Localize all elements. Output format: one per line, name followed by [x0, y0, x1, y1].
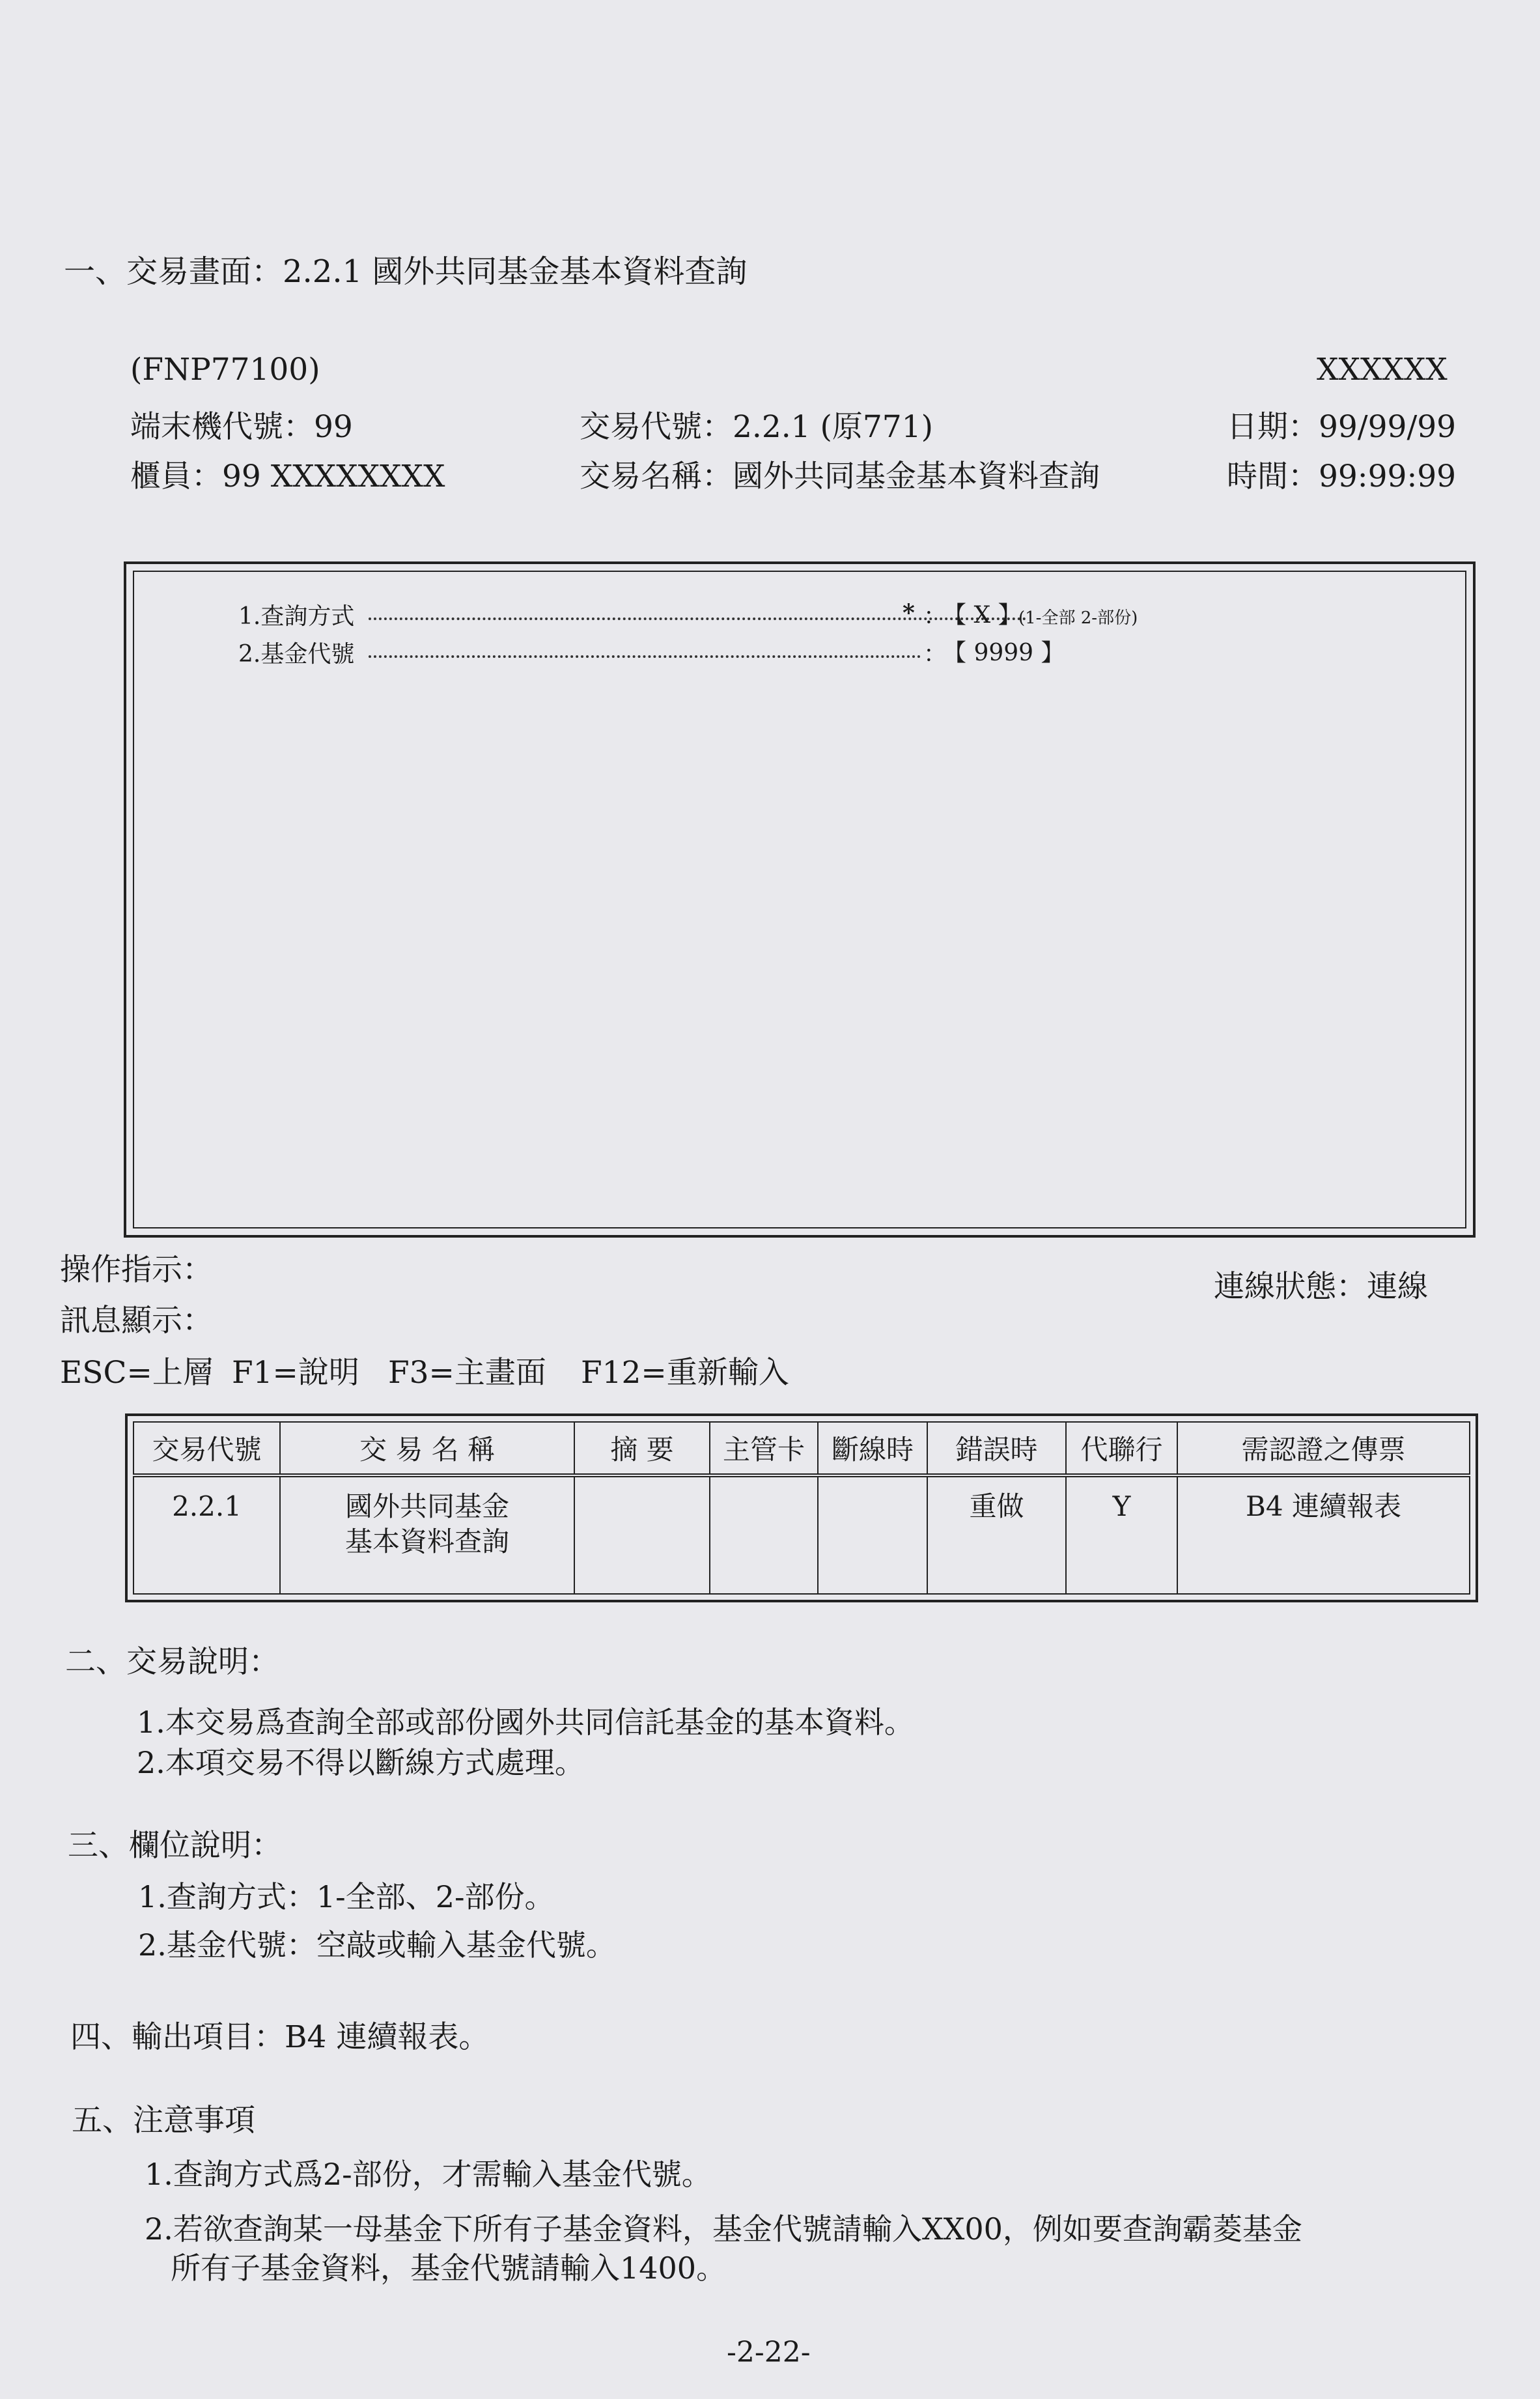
fund-code-label: 2.基金代號 [238, 641, 355, 668]
cell-offline [818, 1475, 927, 1594]
tx-name-line: 國外共同基金 [344, 1490, 509, 1522]
f3-key[interactable]: F3=主畫面 [388, 1355, 546, 1391]
header-vouchers: 需認證之傳票 [1177, 1422, 1470, 1475]
cell-vouchers: B4 連續報表 [1177, 1475, 1470, 1594]
time-display: 時間：99:99:99 [1227, 459, 1457, 494]
spec-table [125, 1413, 1478, 1602]
section-notes-title: 五、注意事項 [72, 2103, 255, 2138]
esc-key[interactable]: ESC=上層 [60, 1355, 214, 1391]
leader-dots [369, 655, 921, 658]
f12-key[interactable]: F12=重新輸入 [581, 1355, 789, 1391]
date-display: 日期：99/99/99 [1227, 409, 1457, 445]
teller-id: 櫃員：99 XXXXXXXX [130, 459, 445, 494]
section-tx-desc-title: 二、交易說明： [65, 1644, 279, 1680]
query-mode-label: 1.查詢方式 [238, 603, 355, 630]
program-code: (FNP77100) [130, 352, 320, 388]
field-desc-item: 2.基金代號：空敲或輸入基金代號。 [138, 1927, 616, 1963]
section-field-desc-title: 三、欄位說明： [68, 1828, 282, 1864]
colon: ： [923, 603, 947, 630]
header-on-error: 錯誤時 [927, 1422, 1066, 1475]
header-tx-code: 交易代號 [133, 1422, 280, 1475]
notes-item: 2.若欲查詢某一母基金下所有子基金資料，基金代號請輸入XX00，例如要查詢霸菱基金 [145, 2211, 1302, 2247]
required-mark: * [903, 599, 915, 627]
cell-on-error: 重做 [927, 1475, 1066, 1594]
colon: ： [923, 641, 947, 668]
fund-code-input[interactable]: 【 9999 】 [943, 640, 1065, 666]
header-summary: 摘 要 [574, 1422, 710, 1475]
transaction-name: 交易名稱：國外共同基金基本資料查詢 [580, 459, 1100, 494]
section-heading: 一、交易畫面：2.2.1 國外共同基金基本資料查詢 [64, 253, 748, 290]
terminal-screen [124, 561, 1476, 1238]
header-agent-bank: 代聯行 [1066, 1422, 1177, 1475]
page-number: -2-22- [727, 2336, 811, 2369]
cell-supervisor-card [710, 1475, 818, 1594]
header-offline: 斷線時 [818, 1422, 927, 1475]
connection-status: 連線狀態：連線 [1214, 1269, 1428, 1305]
field-desc-item: 1.查詢方式：1-全部、2-部份。 [138, 1879, 555, 1914]
notes-item: 1.查詢方式爲2-部份，才需輸入基金代號。 [145, 2157, 712, 2192]
query-mode-input[interactable]: 【 X 】 [943, 602, 1022, 629]
cell-tx-name [280, 1475, 574, 1594]
terminal-id: 端末機代號：99 [130, 409, 353, 445]
f1-key[interactable]: F1=說明 [232, 1355, 359, 1391]
cell-summary [574, 1475, 710, 1594]
cell-tx-code: 2.2.1 [133, 1475, 280, 1594]
top-right-code: XXXXXX [1317, 352, 1448, 388]
tx-desc-item: 2.本項交易不得以斷線方式處理。 [137, 1745, 585, 1780]
cell-agent-bank: Y [1066, 1475, 1177, 1594]
message-label: 訊息顯示： [60, 1303, 213, 1339]
tx-name-line: 基本資料查詢 [344, 1526, 509, 1557]
query-mode-hint: (1-全部 2-部份) [1018, 608, 1138, 628]
header-supervisor-card: 主管卡 [710, 1422, 818, 1475]
tx-desc-item: 1.本交易爲查詢全部或部份國外共同信託基金的基本資料。 [137, 1705, 914, 1740]
transaction-code: 交易代號：2.2.1 (原771) [580, 409, 933, 445]
notes-item-continued: 所有子基金資料，基金代號請輸入1400。 [171, 2250, 727, 2286]
header-tx-name: 交 易 名 稱 [280, 1422, 574, 1475]
terminal-screen-inner [133, 571, 1466, 1228]
section-output: 四、輸出項目：B4 連續報表。 [70, 2019, 490, 2055]
operation-label: 操作指示： [60, 1252, 213, 1288]
